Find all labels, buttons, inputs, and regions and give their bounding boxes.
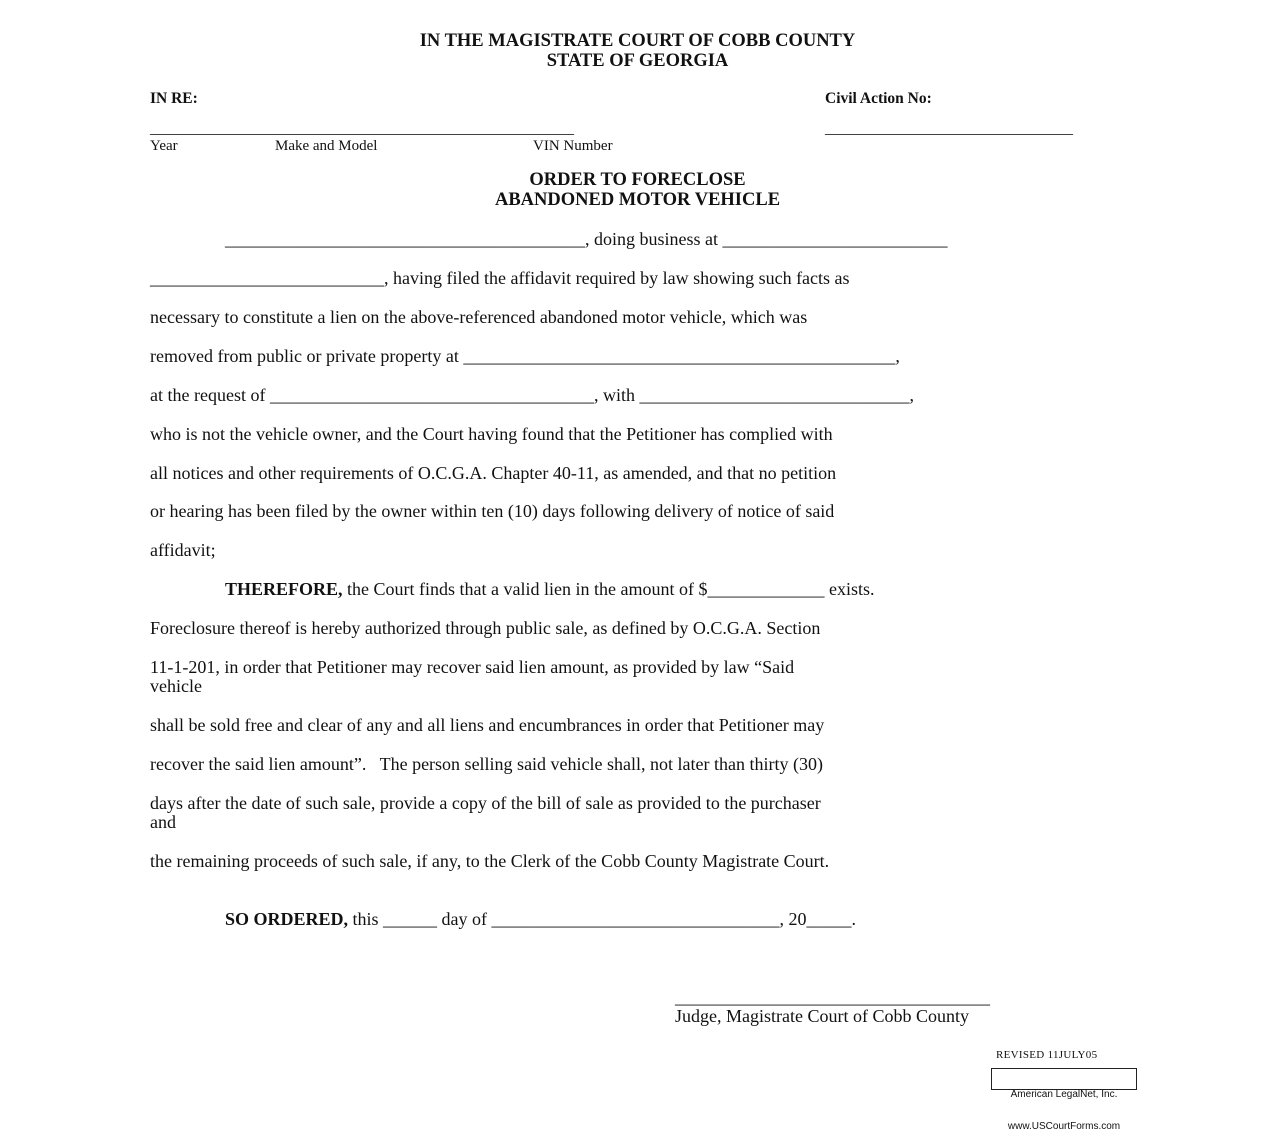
para2-line-1: Foreclosure thereof is hereby authorized through public sale, as defined by O.C.G.A. Section	[150, 618, 821, 638]
civil-action-label: Civil Action No:	[825, 90, 932, 107]
body-line-6: who is not the vehicle owner, and the Court having found that the Petitioner has complied with	[150, 424, 833, 444]
para2-line-2b: vehicle	[150, 676, 202, 696]
make-model-label: Make and Model	[275, 138, 378, 154]
so-ordered-line	[225, 909, 856, 930]
court-name: IN THE MAGISTRATE COURT OF COBB COUNTY	[419, 31, 856, 51]
para2-line-2: 11-1-201, in order that Petitioner may recover said lien amount, as provided by law “Said	[150, 657, 795, 677]
therefore-line	[225, 579, 874, 600]
body-line-5: at the request of ____________________________________, with ______________________________,	[150, 385, 914, 405]
publisher-name: American LegalNet, Inc.	[1010, 1089, 1118, 1100]
year-label: Year	[150, 138, 178, 154]
publisher-stamp	[991, 1068, 1137, 1132]
so-ordered-lead: SO ORDERED,	[225, 909, 349, 929]
body-line-3: necessary to constitute a lien on the above-referenced abandoned motor vehicle, which was	[150, 307, 808, 327]
para2-line-5b: and	[150, 812, 176, 832]
therefore-lead: THEREFORE,	[225, 579, 343, 599]
so-ordered-text: this ______ day of ________________________________, 20_____.	[348, 909, 857, 929]
vehicle-blank-line: _____________________________________________________	[150, 120, 574, 137]
body-line-2: __________________________, having filed the affidavit required by law showing such facts as	[150, 268, 850, 288]
judge-signature-label: Judge, Magistrate Court of Cobb County	[675, 1006, 969, 1026]
para2-line-4: recover the said lien amount”. The person selling said vehicle shall, not later than thirty (30)	[150, 754, 823, 774]
therefore-text: the Court finds that a valid lien in the amount of $_____________ exists.	[342, 579, 875, 599]
body-line-9: affidavit;	[150, 540, 216, 560]
body-line-4: removed from public or private property at ________________________________________________,	[150, 346, 900, 366]
civil-action-blank-line: _______________________________	[825, 120, 1073, 137]
signature-line: ___________________________________	[675, 987, 990, 1007]
para2-line-3: shall be sold free and clear of any and all liens and encumbrances in order that Petitioner may	[150, 715, 825, 735]
in-re-label: IN RE:	[150, 90, 198, 107]
body-line-1: ________________________________________, doing business at _________________________	[225, 229, 948, 249]
para2-line-5: days after the date of such sale, provide a copy of the bill of sale as provided to the purchaser	[150, 793, 821, 813]
body-line-8: or hearing has been filed by the owner within ten (10) days following delivery of notice of said	[150, 501, 835, 521]
order-subtitle: ABANDONED MOTOR VEHICLE	[494, 190, 781, 210]
publisher-url: www.USCourtForms.com	[1007, 1120, 1121, 1132]
state-name: STATE OF GEORGIA	[546, 51, 729, 71]
order-title: ORDER TO FORECLOSE	[529, 170, 746, 190]
para2-line-6: the remaining proceeds of such sale, if any, to the Clerk of the Cobb County Magistrate Court.	[150, 851, 830, 871]
revised-date: REVISED 11JULY05	[996, 1049, 1098, 1061]
vin-number-label: VIN Number	[533, 138, 613, 154]
body-line-7: all notices and other requirements of O.C.G.A. Chapter 40-11, as amended, and that no petition	[150, 463, 837, 483]
